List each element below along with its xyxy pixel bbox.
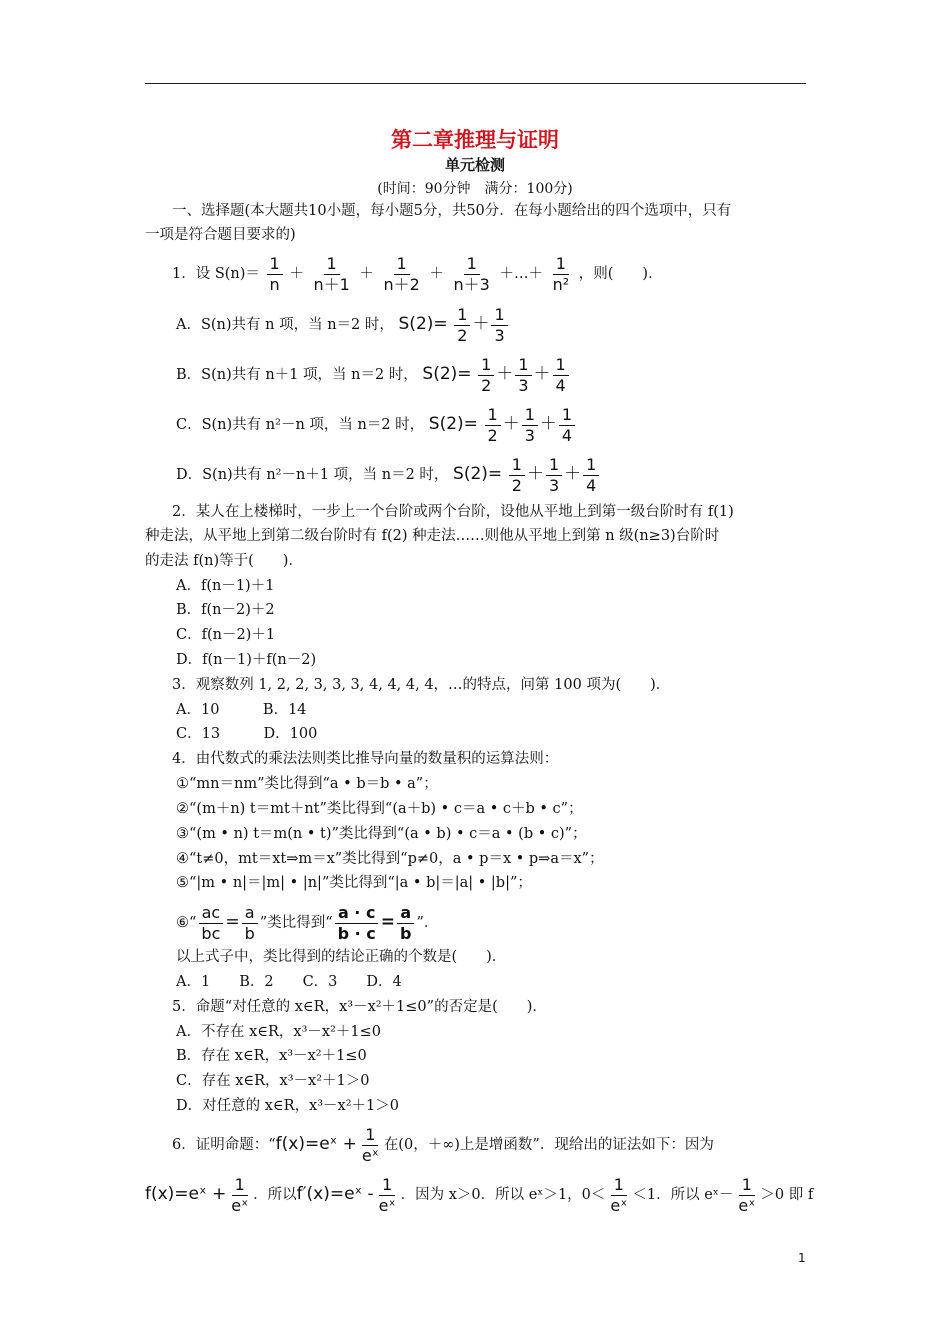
q2-option-a: A．f(n－1)＋1 (176, 578, 275, 594)
q4-item-2: ②“(m＋n) t＝mt＋nt”类比得到“(a＋b) • c＝a • c＋b • c”； (176, 801, 583, 817)
q3-options-row-2: C．13 D．100 (176, 726, 318, 742)
q1-option-b: B．S(n)共有 n＋1 项，当 n＝2 时， S(2)= $\frac{1}{2}$ ＋ $\frac{1}{3}$ ＋ $\frac{1}{4}$ (176, 352, 571, 397)
q1-frac-c: $\frac{1}{n+2}$ (383, 253, 420, 294)
q2-line-2: 种走法，从平地上到第二级台阶时有 f(2) 种走法……则他从平地上到第 n 级(n≥3)台阶时 (145, 528, 720, 544)
q3-stem: 3．观察数列 1, 2, 2, 3, 3, 3, 4, 4, 4, 4，…的特点，问第 100 项为( )． (172, 677, 671, 693)
q4-item-5: ⑤“|m • n|＝|m| • |n|”类比得到“|a • b|＝|a| • |b|”； (176, 875, 532, 891)
q4-item-6: ⑥“ $\frac{ac}{bc}$ = $\frac{a}{b}$ ”类比得到“ $\frac{a \cdot c}{b \cdot c}$ = $\frac{a}{b}$ ”． (176, 902, 439, 943)
exam-meta: (时间：90分钟 满分：100分) (377, 181, 573, 197)
q5-option-c: C．存在 x∈R，x³－x²＋1＞0 (176, 1073, 370, 1089)
q1-option-d: D．S(n)共有 n²－n＋1 项，当 n＝2 时， S(2)= $\frac{1}{2}$ ＋ $\frac{1}{3}$ ＋ $\frac{1}{4}$ (176, 452, 601, 497)
q5-option-a: A．不存在 x∈R，x³－x²＋1≤0 (176, 1024, 381, 1040)
q1-frac-a: $\frac{1}{n}$ (267, 254, 283, 295)
q4-item-3: ③“(m • n) t＝m(n • t)”类比得到“(a • b) • c＝a • (b • c)”； (176, 826, 587, 842)
q3-options-row-1: A．10 B．14 (176, 702, 307, 718)
q2-option-b: B．f(n－2)＋2 (176, 602, 275, 618)
q6-line-1: 6．证明命题：“f(x)=eˣ + $\frac{1}{\text{eˣ}}$ 在(0，＋∞)上是增函数”．现给出的证法如下：因为 (172, 1124, 714, 1165)
q4-conclusion: 以上式子中，类比得到的结论正确的个数是( )． (176, 949, 507, 965)
q2-line-1: 2．某人在上楼梯时，一步上一个台阶或两个台阶，设他从平地上到第一级台阶时有 f(1) (172, 504, 734, 520)
q4-options: A．1 B．2 C．3 D．4 (176, 974, 402, 990)
q1-frac-b: $\frac{1}{n+1}$ (313, 253, 350, 294)
section-instructions-1: 一、选择题(本大题共10小题，每小题5分，共50分．在每小题给出的四个选项中，只有 (172, 203, 732, 219)
q1-frac-d: $\frac{1}{n+3}$ (453, 253, 490, 294)
q5-option-d: D．对任意的 x∈R，x³－x²＋1＞0 (176, 1098, 399, 1114)
q4-item-1: ①“mn＝nm”类比得到“a • b＝b • a”； (176, 776, 438, 792)
q4-stem: 4．由代数式的乘法法则类比推导向量的数量积的运算法则： (172, 751, 559, 767)
page-number: 1 (798, 1251, 806, 1265)
section-instructions-2: 一项是符合题目要求的) (145, 227, 296, 243)
q2-option-c: C．f(n－2)＋1 (176, 627, 276, 643)
page-title: 第二章推理与证明 (391, 127, 559, 152)
q1-frac-e: $\frac{1}{\text{n²}}$ (552, 253, 570, 294)
q5-stem: 5．命题“对任意的 x∈R，x³－x²＋1≤0”的否定是( )． (172, 999, 547, 1015)
header-rule (145, 83, 806, 84)
q1-option-a: A．S(n)共有 n 项，当 n＝2 时， S(2)= $\frac{1}{2}$ ＋ $\frac{1}{3}$ (176, 302, 510, 347)
q1-option-c: C．S(n)共有 n²－n 项，当 n＝2 时， S(2)= $\frac{1}{2}$ ＋ $\frac{1}{3}$ ＋ $\frac{1}{4}$ (176, 402, 577, 447)
q1-stem: 1．设 S(n)＝ $\frac{1}{n}$ ＋ $\frac{1}{n+1}$ ＋ $\frac{1}{n+2}$ ＋ $\frac{1}{n+3}$ ＋…＋ $\frac{1}{\text{n²}}$ ，则( )． (172, 253, 663, 294)
q5-option-b: B．存在 x∈R，x³－x²＋1≤0 (176, 1048, 367, 1064)
page-subtitle: 单元检测 (444, 156, 505, 174)
q6-line-2: f(x)=eˣ + $\frac{1}{\text{eˣ}}$ ．所以f′(x)=eˣ - $\frac{1}{\text{eˣ}}$ ．因为 x＞0．所以 eˣ＞1，0＜ $\frac{1}{\text{eˣ}}$ ＜1．所以 eˣ－ $\frac{1}{\text{eˣ}}$ ＞0 即 f (145, 1174, 814, 1215)
q4-item-4: ④“t≠0，mt＝xt⇒m＝x”类比得到“p≠0，a • p＝x • p⇒a＝x”； (176, 851, 604, 867)
q2-option-d: D．f(n－1)＋f(n－2) (176, 652, 317, 668)
q2-line-3: 的走法 f(n)等于( )． (145, 553, 303, 569)
